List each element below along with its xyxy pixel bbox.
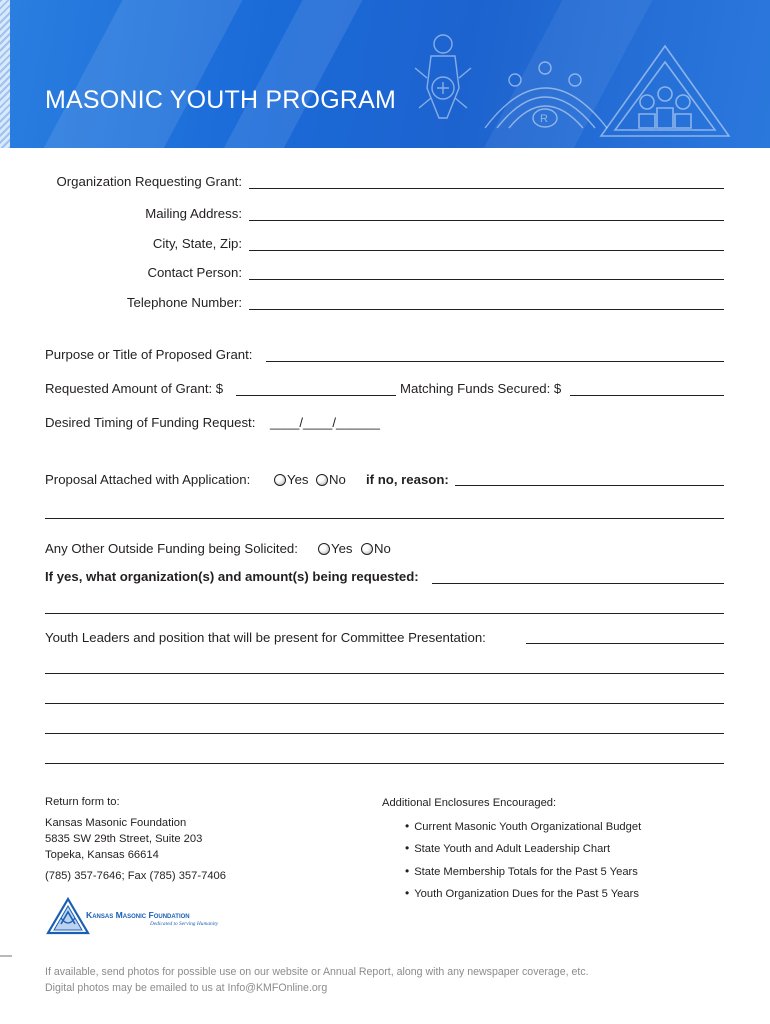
if-yes-organizations-label: If yes, what organization(s) and amount(s) being requested: xyxy=(45,569,419,584)
purpose-label: Purpose or Title of Proposed Grant: xyxy=(45,347,253,362)
proposal-no-option[interactable] xyxy=(313,472,346,487)
organization-label: Organization Requesting Grant: xyxy=(56,174,242,189)
organizations-continued-field[interactable] xyxy=(45,613,724,614)
return-heading: Return form to: xyxy=(45,796,120,808)
outside-funding-yes-label: Yes xyxy=(331,541,353,556)
header-banner xyxy=(0,0,770,148)
outside-funding-no-option[interactable] xyxy=(358,541,391,556)
youth-emblems-icon xyxy=(395,28,735,146)
if-no-reason-label: if no, reason: xyxy=(366,472,449,487)
requested-amount-label: Requested Amount of Grant: $ xyxy=(45,381,224,396)
enclosure-item: • Current Masonic Youth Organizational Budget xyxy=(405,819,641,833)
outside-funding-yes-radio[interactable] xyxy=(318,543,330,555)
city-state-zip-label: City, State, Zip: xyxy=(152,236,242,251)
enclosure-item: • Youth Organization Dues for the Past 5 Years xyxy=(405,886,639,900)
proposal-no-label: No xyxy=(329,472,346,487)
kmf-logo xyxy=(46,897,221,937)
timing-label: Desired Timing of Funding Request: xyxy=(45,415,256,430)
contact-person-label: Contact Person: xyxy=(147,265,242,280)
mailing-address-field[interactable] xyxy=(249,220,724,221)
contact-person-field[interactable] xyxy=(249,279,724,280)
outside-funding-label: Any Other Outside Funding being Solicited: xyxy=(45,541,298,556)
enclosures-heading: Additional Enclosures Encouraged: xyxy=(382,797,557,809)
youth-leaders-line-3[interactable] xyxy=(45,733,724,734)
proposal-attached-label: Proposal Attached with Application: xyxy=(45,472,251,487)
svg-text:R: R xyxy=(540,113,548,125)
kmf-logo-tagline: Dedicated to Serving Humanity xyxy=(150,921,219,927)
youth-leaders-line-2[interactable] xyxy=(45,703,724,704)
timing-date-field[interactable]: ____/____/______ xyxy=(270,415,381,430)
organization-field[interactable] xyxy=(249,188,724,189)
proposal-yes-radio[interactable] xyxy=(274,474,286,486)
outside-funding-yes-option[interactable] xyxy=(315,541,353,556)
matching-funds-label: Matching Funds Secured: $ xyxy=(400,381,562,396)
footer-photos-note: If available, send photos for possible use on our website or Annual Report, along with any newspaper coverage, etc. xyxy=(45,966,589,978)
kmf-logo-name: Kansas Masonic Foundation xyxy=(86,910,190,920)
requested-amount-field[interactable] xyxy=(236,395,396,396)
mailing-address-label: Mailing Address: xyxy=(145,206,242,221)
outside-funding-no-radio[interactable] xyxy=(361,543,373,555)
banner-edge-pattern xyxy=(0,0,10,148)
if-no-reason-field[interactable] xyxy=(455,485,724,486)
telephone-field[interactable] xyxy=(249,309,724,310)
enclosure-item: • State Youth and Adult Leadership Chart xyxy=(405,841,610,855)
city-state-zip-field[interactable] xyxy=(249,250,724,251)
proposal-yes-option[interactable] xyxy=(271,472,309,487)
youth-leaders-field[interactable] xyxy=(526,643,724,644)
telephone-label: Telephone Number: xyxy=(126,295,242,310)
reason-continued-field[interactable] xyxy=(45,518,724,519)
matching-funds-field[interactable] xyxy=(570,395,724,396)
return-street: 5835 SW 29th Street, Suite 203 xyxy=(45,833,203,845)
return-phone: (785) 357-7646; Fax (785) 357-7406 xyxy=(45,870,226,882)
youth-leaders-line-1[interactable] xyxy=(45,673,724,674)
footer-email-note: Digital photos may be emailed to us at Info@KMFOnline.org xyxy=(45,982,328,994)
return-org: Kansas Masonic Foundation xyxy=(45,817,187,829)
if-yes-organizations-field[interactable] xyxy=(432,583,724,584)
footer-rule xyxy=(0,955,12,957)
return-city: Topeka, Kansas 66614 xyxy=(45,849,159,861)
proposal-yes-label: Yes xyxy=(287,472,309,487)
enclosure-item: • State Membership Totals for the Past 5 Years xyxy=(405,864,638,878)
purpose-field[interactable] xyxy=(266,361,724,362)
outside-funding-no-label: No xyxy=(374,541,391,556)
youth-leaders-label: Youth Leaders and position that will be present for Committee Presentation: xyxy=(45,630,486,645)
page-title: MASONIC YOUTH PROGRAM xyxy=(45,86,396,114)
youth-leaders-line-4[interactable] xyxy=(45,763,724,764)
proposal-no-radio[interactable] xyxy=(316,474,328,486)
